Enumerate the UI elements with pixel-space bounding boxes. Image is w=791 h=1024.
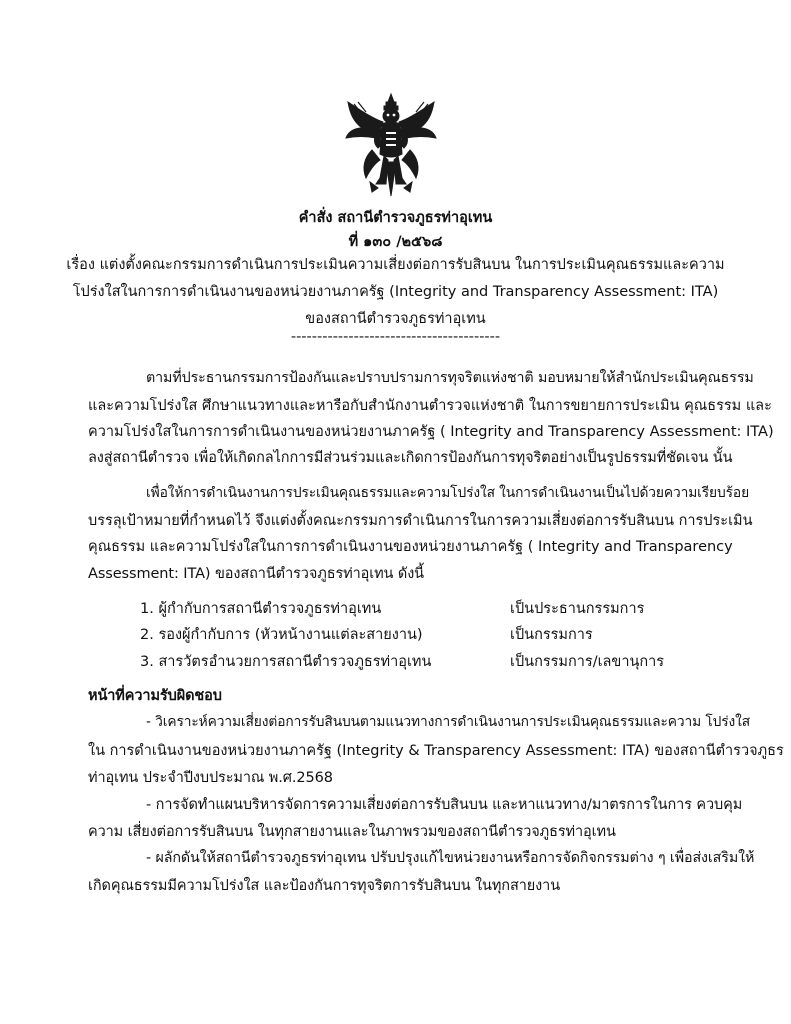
garuda-emblem-icon [342,92,440,200]
duty-line: - การจัดทำแผนบริหารจัดการความเสี่ยงต่อการรับสินบน และหาแนวทาง/มาตรการในการ ควบคุม [146,797,743,813]
committee-member-role: เป็นประธานกรรมการ [510,601,645,617]
duty-line: ใน การดำเนินงานของหน่วยงานภาครัฐ (Integrity & Transparency Assessment: ITA) ของสถานีตำรวจภูธร [88,743,784,759]
committee-member-name: 1. ผู้กำกับการสถานีตำรวจภูธรท่าอุเทน [140,601,382,617]
paragraph2-line: เพื่อให้การดำเนินงานการประเมินคุณธรรมและความโปร่งใส ในการดำเนินงานเป็นไปด้วยความเรียบร้อย [146,485,750,501]
duty-line: ท่าอุเทน ประจำปีงบประมาณ พ.ศ.2568 [88,770,333,786]
committee-member-name: 2. รองผู้กำกับการ (หัวหน้างานแต่ละสายงาน) [140,627,423,643]
subject-line-2: โปร่งใสในการการดำเนินงานของหน่วยงานภาครัฐ (Integrity and Transparency Assessment: ITA) [72,284,719,300]
paragraph2-line: คุณธรรม และความโปร่งใสในการการดำเนินงานของหน่วยงานภาครัฐ ( Integrity and Transparency [88,539,733,555]
duty-line: เกิดคุณธรรมมีความโปร่งใส และป้องกันการทุจริตการรับสินบน ในทุกสายงาน [88,878,561,894]
duty-line: - ผลักดันให้สถานีตำรวจภูธรท่าอุเทน ปรับปรุงแก้ไขหน่วยงานหรือการจัดกิจกรรมต่าง ๆ เพื่อส่งเสริมให้ [146,850,755,866]
duty-line: - วิเคราะห์ความเสี่ยงต่อการรับสินบนตามแนวทางการดำเนินงานการประเมินคุณธรรมและความ โปร่งใส [146,714,751,730]
order-number: ที่ ๑๓๐ /๒๕๖๘ [348,234,443,250]
paragraph1-line: ลงสู่สถานีตำรวจ เพื่อให้เกิดกลไกการมีส่วนร่วมและเกิดการป้องกันการทุจริตอย่างเป็นรูปธรรมที่ชัดเจน นั้น [88,450,733,466]
paragraph2-line: บรรลุเป้าหมายที่กำหนดไว้ จึงแต่งตั้งคณะกรรมการดำเนินการในการความเสี่ยงต่อการรับสินบน การประเมิน [88,513,753,529]
duties-heading: หน้าที่ความรับผิดชอบ [88,688,222,704]
subject-line-1: เรื่อง แต่งตั้งคณะกรรมการดำเนินการประเมินความเสี่ยงต่อการรับสินบน ในการประเมินคุณธรรมและความ [66,257,725,273]
paragraph1-line: ตามที่ประธานกรรมการป้องกันและปราบปรามการทุจริตแห่งชาติ มอบหมายให้สำนักประเมินคุณธรรม [146,370,754,386]
committee-member-role: เป็นกรรมการ [510,627,593,643]
duty-line: ความ เสี่ยงต่อการรับสินบน ในทุกสายงานและในภาพรวมของสถานีตำรวจภูธรท่าอุเทน [88,824,616,840]
committee-member-name: 3. สารวัตรอำนวยการสถานีตำรวจภูธรท่าอุเทน [140,654,432,670]
subject-line-3: ของสถานีตำรวจภูธรท่าอุเทน [305,311,486,327]
committee-member-role: เป็นกรรมการ/เลขานุการ [510,654,665,670]
paragraph2-line: Assessment: ITA) ของสถานีตำรวจภูธรท่าอุเทน ดังนี้ [88,566,424,582]
order-title: คำสั่ง สถานีตำรวจภูธรท่าอุเทน [298,210,493,226]
separator-line: ---------------------------------------- [290,329,501,345]
paragraph1-line: และความโปร่งใส ศึกษาแนวทางและหารือกับสำนักงานตำรวจแห่งชาติ ในการขยายการประเมิน คุณธรรม และ [88,398,772,414]
paragraph1-line: ความโปร่งใสในการการดำเนินงานของหน่วยงานภาครัฐ ( Integrity and Transparency Assessment: ITA) [88,424,774,440]
